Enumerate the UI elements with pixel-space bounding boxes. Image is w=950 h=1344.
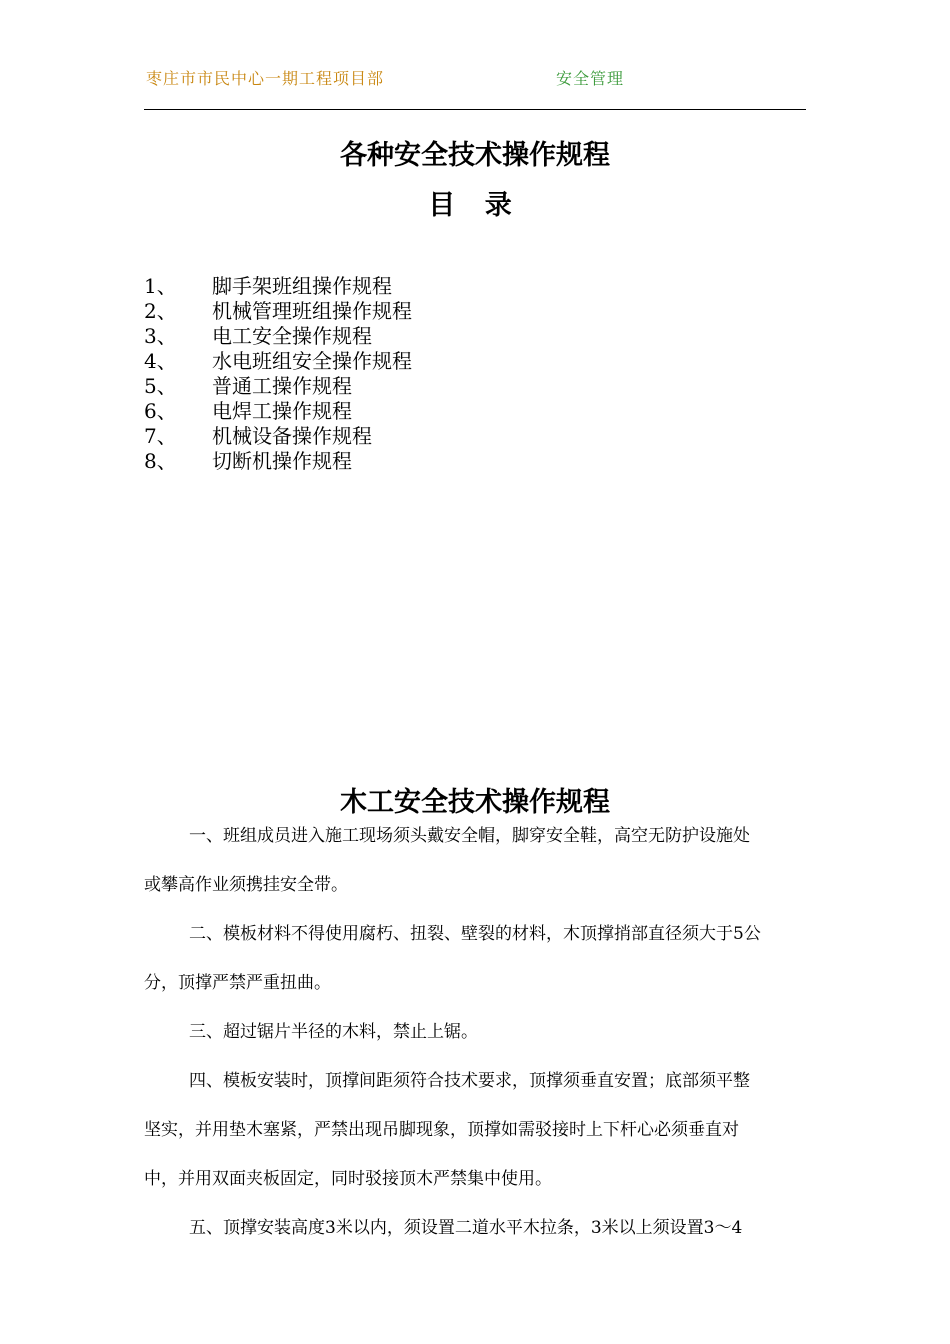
toc-item <box>144 424 412 449</box>
toc-heading: 目 录 <box>428 190 522 221</box>
body-line: 中，并用双面夹板固定，同时驳接顶木严禁集中使用。 <box>144 1169 552 1189</box>
toc-item <box>144 274 412 299</box>
toc-item-number: 6、 <box>144 399 177 423</box>
body-line: 二、模板材料不得使用腐朽、扭裂、壁裂的材料，木顶撑捎部直径须大于5公 <box>189 924 761 944</box>
header-department: 安全管理 <box>556 69 625 88</box>
toc-item-number: 4、 <box>144 349 177 373</box>
body-line: 坚实，并用垫木塞紧，严禁出现吊脚现象，顶撑如需驳接时上下杆心必须垂直对 <box>144 1120 739 1140</box>
page-header <box>146 66 806 94</box>
body-line: 三、超过锯片半径的木料，禁止上锯。 <box>189 1022 478 1042</box>
toc-item <box>144 399 412 424</box>
toc-item-number: 1、 <box>144 274 177 298</box>
toc-item-label: 水电班组安全操作规程 <box>212 349 412 373</box>
body-line: 一、班组成员进入施工现场须头戴安全帽，脚穿安全鞋，高空无防护设施处 <box>189 826 750 846</box>
section-body <box>144 812 808 1253</box>
toc-item-number: 5、 <box>144 374 177 398</box>
toc-item <box>144 349 412 374</box>
toc-item <box>144 324 412 349</box>
toc-item-number: 3、 <box>144 324 177 348</box>
toc-item-label: 脚手架班组操作规程 <box>212 274 392 298</box>
table-of-contents <box>144 274 412 474</box>
toc-item-number: 7、 <box>144 424 177 448</box>
document-title: 各种安全技术操作规程 <box>340 140 610 171</box>
body-line: 分，顶撑严禁严重扭曲。 <box>144 973 331 993</box>
toc-item-label: 机械管理班组操作规程 <box>212 299 412 323</box>
toc-item-number: 2、 <box>144 299 177 323</box>
body-line: 或攀高作业须携挂安全带。 <box>144 875 348 895</box>
toc-item-label: 普通工操作规程 <box>212 374 352 398</box>
toc-item <box>144 374 412 399</box>
header-project-name: 枣庄市市民中心一期工程项目部 <box>146 69 385 88</box>
body-line: 四、模板安装时，顶撑间距须符合技术要求，顶撑须垂直安置；底部须平整 <box>189 1071 750 1091</box>
body-line: 五、顶撑安装高度3米以内，须设置二道水平木拉条，3米以上须设置3～4 <box>189 1218 743 1238</box>
toc-item-number: 8、 <box>144 449 177 473</box>
toc-item-label: 机械设备操作规程 <box>212 424 372 448</box>
toc-item-label: 电焊工操作规程 <box>212 399 352 423</box>
toc-item-label: 切断机操作规程 <box>212 449 352 473</box>
toc-item <box>144 299 412 324</box>
toc-item-label: 电工安全操作规程 <box>212 324 372 348</box>
section-title: 木工安全技术操作规程 <box>340 787 610 818</box>
toc-item <box>144 449 412 474</box>
header-divider <box>144 109 806 110</box>
